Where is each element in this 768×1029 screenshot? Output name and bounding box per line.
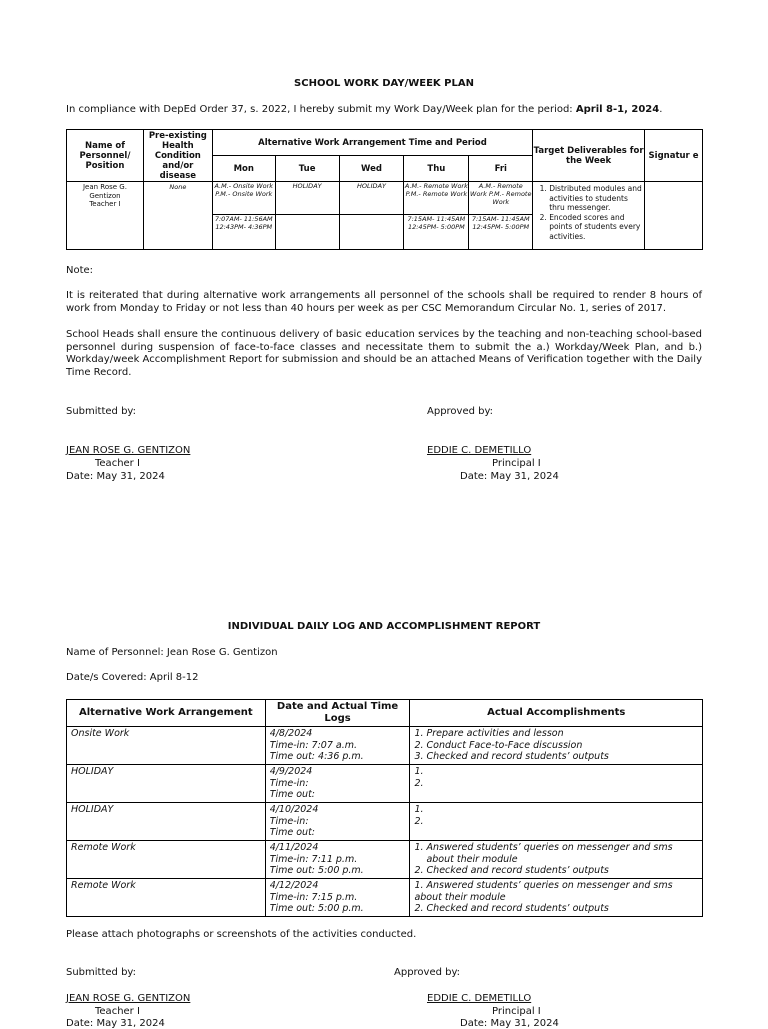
note-label: Note:	[66, 265, 94, 276]
row-time-logs	[265, 803, 410, 841]
plan-submitted-label: Submitted by:	[66, 406, 136, 417]
mon-arrangement: A.M.- Onsite Work P.M.- Onsite Work	[212, 182, 275, 215]
deliverable-item: 1. Distributed modules and activities to students thru messenger.	[549, 184, 644, 213]
fri-time: 7:15AM- 11:45AM 12:45PM- 5:00PM	[469, 215, 533, 250]
row-time-logs	[265, 879, 410, 917]
header-name-position: Name of Personnel/ Position	[67, 130, 144, 182]
tue-arrangement: HOLIDAY	[275, 182, 339, 215]
cell-personnel	[67, 182, 144, 250]
row-arrangement: HOLIDAY	[67, 765, 266, 803]
table-row	[67, 803, 703, 841]
log-submitted-label: Submitted by:	[66, 967, 136, 978]
log-dates-covered: Date/s Covered: April 8-12	[66, 672, 199, 683]
row-arrangement: HOLIDAY	[67, 803, 266, 841]
row-date: 4/11/2024	[269, 842, 319, 853]
table-row	[67, 841, 703, 879]
log-header-arrangement: Alternative Work Arrangement	[67, 700, 266, 727]
row-time-out: Time out: 5:00 p.m.	[269, 865, 364, 876]
row-time-logs	[265, 765, 410, 803]
header-health: Pre-existing Health Condition and/or disease	[143, 130, 212, 182]
row-time-in: Time-in: 7:15 p.m.	[269, 891, 358, 903]
header-thu: Thu	[404, 156, 469, 182]
table-row	[67, 765, 703, 803]
row-arrangement: Remote Work	[67, 879, 266, 917]
tue-time	[275, 215, 339, 250]
row-time-logs	[265, 841, 410, 879]
row-arrangement: Remote Work	[67, 841, 266, 879]
log-submitter-title: Teacher I	[95, 1006, 140, 1017]
mon-time: 7:07AM- 11:56AM 12:43PM- 4:36PM	[212, 215, 275, 250]
row-time-logs	[265, 727, 410, 765]
row-time-in: Time-in: 7:11 p.m.	[269, 853, 358, 865]
header-fri: Fri	[469, 156, 533, 182]
plan-intro-text: In compliance with DepEd Order 37, s. 2022, I hereby submit my Work Day/Week plan for the period:	[66, 104, 573, 115]
plan-title: SCHOOL WORK DAY/WEEK PLAN	[294, 78, 474, 89]
accomplishment-item: 3. Checked and record students’ outputs	[414, 751, 609, 762]
table-row	[67, 879, 703, 917]
log-approved-label: Approved by:	[394, 967, 461, 978]
header-signature: Signatur e	[645, 130, 703, 182]
accomplishment-item: 2. Conduct Face-to-Face discussion	[414, 739, 583, 751]
row-arrangement: Onsite Work	[67, 727, 266, 765]
cell-deliverables	[533, 182, 645, 250]
plan-submitter-date: Date: May 31, 2024	[66, 471, 165, 482]
log-approver-date: Date: May 31, 2024	[460, 1018, 559, 1029]
row-time-out: Time out: 5:00 p.m.	[269, 903, 364, 914]
row-date: 4/10/2024	[269, 804, 319, 815]
accomplishment-item: 2.	[414, 815, 424, 827]
fri-arrangement: A.M.- Remote Work P.M.- Remote Work	[469, 182, 533, 215]
cell-health	[143, 182, 212, 250]
row-accomplishments	[410, 879, 703, 917]
plan-approved-label: Approved by:	[427, 406, 494, 417]
daily-log-table	[66, 699, 703, 917]
row-accomplishments	[410, 841, 703, 879]
log-title: INDIVIDUAL DAILY LOG AND ACCOMPLISHMENT REPORT	[227, 621, 541, 632]
accomplishment-item: 2.	[414, 777, 424, 789]
row-date: 4/8/2024	[269, 728, 313, 739]
plan-submitter-title: Teacher I	[95, 458, 140, 469]
header-mon: Mon	[212, 156, 275, 182]
deliverable-item: 2. Encoded scores and points of students every activities.	[549, 213, 644, 242]
accomplishment-item: 2. Checked and record students’ outputs	[414, 903, 609, 914]
accomplishment-item: 1. Prepare activities and lesson	[414, 728, 564, 739]
plan-submitter-name: JEAN ROSE G. GENTIZON	[66, 445, 191, 456]
row-time-out: Time out:	[269, 827, 316, 838]
row-date: 4/9/2024	[269, 766, 313, 777]
header-tue: Tue	[275, 156, 339, 182]
note-paragraph-2: School Heads shall ensure the continuous delivery of basic education services by the teaching and non-teaching school-based personnel during suspension of face-to-face classes and necessitate them to submit the a.) Workday/Week Plan, and b.) Workday/week Accomplishment Report for submission and should be an attached Means of Verification together with the Daily Time Record.	[66, 329, 702, 378]
table-row	[67, 727, 703, 765]
plan-approver-date: Date: May 31, 2024	[460, 471, 559, 482]
row-accomplishments	[410, 803, 703, 841]
header-wed: Wed	[339, 156, 404, 182]
row-date: 4/12/2024	[269, 880, 319, 891]
plan-intro-period: April 8-1, 2024	[575, 104, 660, 115]
wed-arrangement: HOLIDAY	[339, 182, 404, 215]
log-header-date-logs: Date and Actual Time Logs	[265, 700, 410, 727]
header-awa: Alternative Work Arrangement Time and Period	[212, 130, 532, 156]
row-accomplishments	[410, 765, 703, 803]
row-time-in: Time-in: 7:07 a.m.	[269, 739, 358, 751]
personnel-position: Teacher I	[89, 200, 121, 208]
row-time-out: Time out: 4:36 p.m.	[269, 751, 364, 762]
log-header-accomplishments: Actual Accomplishments	[410, 700, 703, 727]
plan-approver-name: EDDIE C. DEMETILLO	[427, 445, 532, 456]
row-accomplishments	[410, 727, 703, 765]
row-time-out: Time out:	[269, 789, 316, 800]
wed-time	[339, 215, 404, 250]
note-paragraph-1: It is reiterated that during alternative work arrangements all personnel of the schools shall be required to render 8 hours of work from Monday to Friday or not less than 40 hours per week as per CSC Memorandum Circular No. 1, series of 2017.	[66, 290, 702, 314]
log-personnel: Name of Personnel: Jean Rose G. Gentizon	[66, 647, 278, 658]
accomplishment-item: 2. Checked and record students’ outputs	[414, 865, 609, 876]
log-submitter-date: Date: May 31, 2024	[66, 1018, 165, 1029]
log-approver-name: EDDIE C. DEMETILLO	[427, 993, 532, 1004]
accomplishment-item: 1. Answered students’ queries on messenger and sms about their module	[414, 880, 673, 903]
attach-note: Please attach photographs or screenshots of the activities conducted.	[66, 929, 417, 940]
thu-time: 7:15AM- 11:45AM 12:45PM- 5:00PM	[404, 215, 469, 250]
accomplishment-item: 1. Answered students’ queries on messenger and sms about their module	[414, 842, 673, 865]
log-submitter-name: JEAN ROSE G. GENTIZON	[66, 993, 191, 1004]
health-value: None	[169, 183, 187, 191]
header-target: Target Deliverables for the Week	[533, 130, 645, 182]
thu-arrangement: A.M.- Remote Work P.M.- Remote Work	[404, 182, 469, 215]
row-time-in: Time-in:	[269, 815, 309, 827]
row-time-in: Time-in:	[269, 777, 309, 789]
accomplishment-item: 1.	[414, 804, 424, 815]
log-approver-title: Principal I	[492, 1006, 541, 1017]
plan-intro-end: .	[659, 104, 663, 115]
work-plan-table	[66, 129, 703, 250]
plan-approver-title: Principal I	[492, 458, 541, 469]
personnel-name-l2: Gentizon	[89, 191, 121, 200]
personnel-name-l1: Jean Rose G.	[82, 183, 127, 191]
accomplishment-item: 1.	[414, 766, 424, 777]
plan-intro	[66, 104, 662, 115]
cell-signature	[645, 182, 703, 250]
